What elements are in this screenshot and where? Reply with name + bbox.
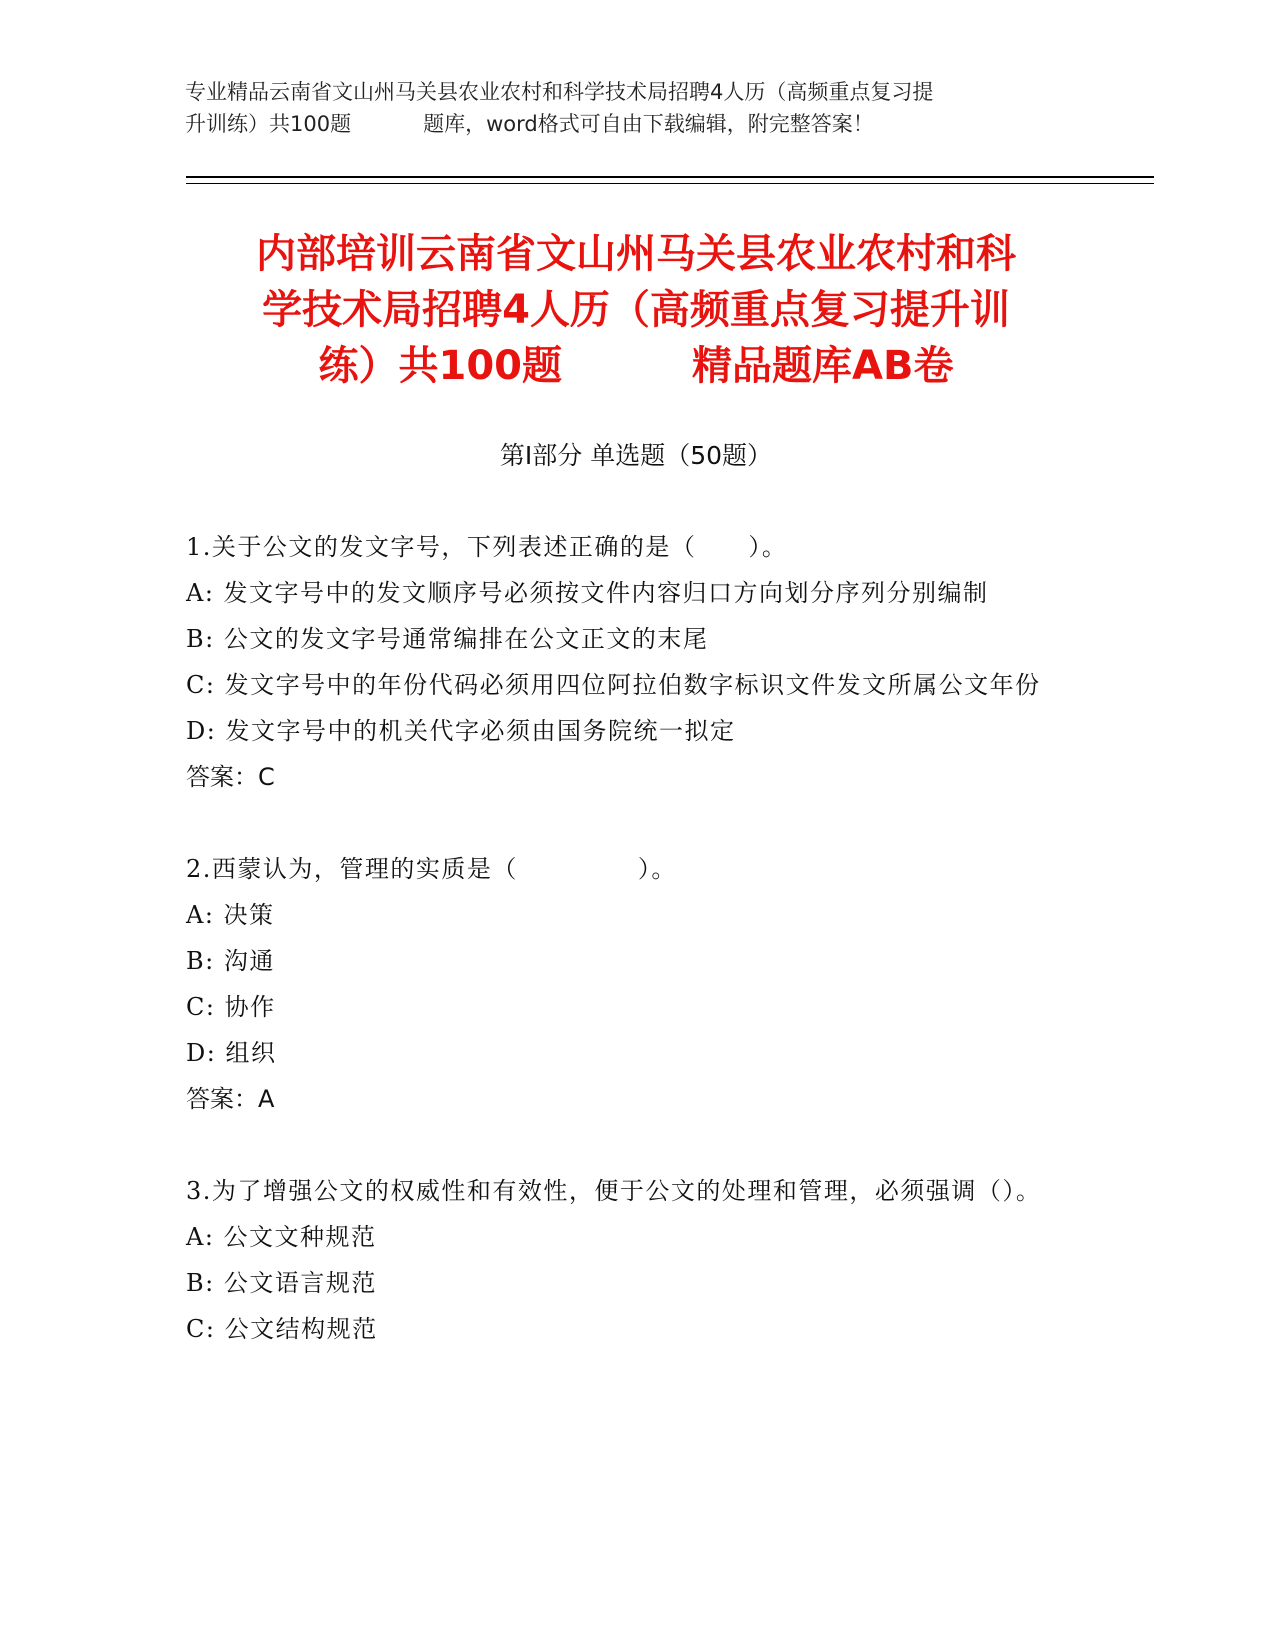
question-stem: 3.为了增强公文的权威性和有效性，便于公文的处理和管理，必须强调（）。 <box>186 1177 1042 1205</box>
option-b: B: 公文的发文字号通常编排在公文正文的末尾 <box>186 625 709 653</box>
option-a: A: 发文字号中的发文顺序号必须按文件内容归口方向划分序列分别编制 <box>186 579 989 607</box>
title-line-2: 学技术局招聘4人历（高频重点复习提升训 <box>262 287 1010 333</box>
option-c: C: 协作 <box>186 993 276 1021</box>
header-divider-thin <box>186 183 1154 184</box>
header-divider <box>186 176 1154 178</box>
section-title: 第Ⅰ部分 单选题（50题） <box>499 441 773 470</box>
stem-end: ）。 <box>748 533 788 561</box>
answer: 答案：C <box>186 763 275 791</box>
stem-end: ）。 <box>637 855 677 883</box>
answer: 答案：A <box>186 1085 275 1113</box>
header-line-2b: 题库，word格式可自由下载编辑，附完整答案！ <box>423 112 874 136</box>
header-line-1: 专业精品云南省文山州马关县农业农村和科学技术局招聘4人历（高频重点复习提 <box>185 80 934 104</box>
option-a: A: 决策 <box>186 901 275 929</box>
question-1 <box>186 524 1066 800</box>
option-d: D: 发文字号中的机关代字必须由国务院统一拟定 <box>186 717 736 745</box>
stem-text: 2.西蒙认为，管理的实质是（ <box>186 855 518 883</box>
option-b: B: 公文语言规范 <box>186 1269 377 1297</box>
option-c: C: 发文字号中的年份代码必须用四位阿拉伯数字标识文件发文所属公文年份 <box>186 671 1041 699</box>
option-c: C: 公文结构规范 <box>186 1315 378 1343</box>
question-2 <box>186 846 1066 1122</box>
option-a: A: 公文文种规范 <box>186 1223 377 1251</box>
title-line-3b: 精品题库AB卷 <box>692 343 954 389</box>
document-title <box>186 226 1086 394</box>
question-stem <box>186 846 1066 892</box>
option-b: B: 沟通 <box>186 947 275 975</box>
option-d: D: 组织 <box>186 1039 277 1067</box>
title-line-3a: 练）共100题 <box>318 343 563 389</box>
question-3 <box>186 1168 1066 1352</box>
header-line-2 <box>185 108 1085 140</box>
header-line-2a: 升训练）共100题 <box>185 112 352 136</box>
title-line-3 <box>186 338 1086 394</box>
title-line-1: 内部培训云南省文山州马关县农业农村和科 <box>256 231 1016 277</box>
stem-text: 1.关于公文的发文字号，下列表述正确的是（ <box>186 533 697 561</box>
question-stem <box>186 524 1066 570</box>
question-list <box>186 524 1066 1398</box>
header-note <box>185 76 1085 140</box>
